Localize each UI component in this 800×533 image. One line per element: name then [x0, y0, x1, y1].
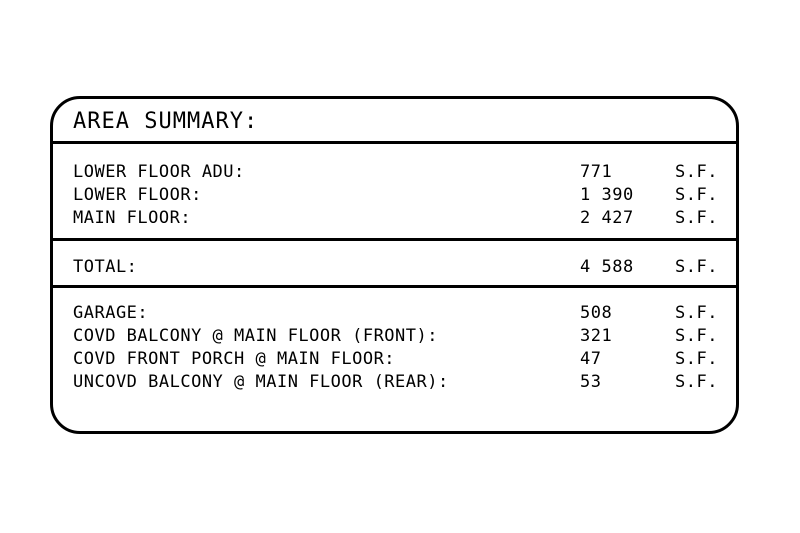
table-row	[53, 325, 736, 347]
row-unit: S.F.	[675, 326, 718, 346]
row-value: 47	[580, 349, 602, 369]
row-label: TOTAL:	[73, 257, 138, 277]
row-value: 2 427	[580, 208, 634, 228]
total-row	[53, 256, 736, 278]
divider	[53, 141, 736, 144]
area-summary-table	[50, 96, 739, 434]
row-label: GARAGE:	[73, 303, 149, 323]
divider	[53, 238, 736, 241]
row-unit: S.F.	[675, 162, 718, 182]
table-row	[53, 348, 736, 370]
row-label: MAIN FLOOR:	[73, 208, 192, 228]
row-label: UNCOVD BALCONY @ MAIN FLOOR (REAR):	[73, 372, 449, 392]
row-value: 53	[580, 372, 602, 392]
row-value: 321	[580, 326, 613, 346]
table-row	[53, 371, 736, 393]
row-unit: S.F.	[675, 185, 718, 205]
table-row	[53, 161, 736, 183]
row-label: LOWER FLOOR:	[73, 185, 202, 205]
row-unit: S.F.	[675, 257, 718, 277]
row-label: COVD FRONT PORCH @ MAIN FLOOR:	[73, 349, 396, 369]
divider	[53, 285, 736, 288]
row-unit: S.F.	[675, 208, 718, 228]
row-label: COVD BALCONY @ MAIN FLOOR (FRONT):	[73, 326, 438, 346]
row-label: LOWER FLOOR ADU:	[73, 162, 245, 182]
row-unit: S.F.	[675, 372, 718, 392]
row-value: 1 390	[580, 185, 634, 205]
row-value: 4 588	[580, 257, 634, 277]
table-row	[53, 302, 736, 324]
table-title: AREA SUMMARY:	[73, 109, 259, 134]
row-value: 508	[580, 303, 613, 323]
row-unit: S.F.	[675, 349, 718, 369]
row-value: 771	[580, 162, 613, 182]
table-row	[53, 207, 736, 229]
row-unit: S.F.	[675, 303, 718, 323]
table-row	[53, 184, 736, 206]
